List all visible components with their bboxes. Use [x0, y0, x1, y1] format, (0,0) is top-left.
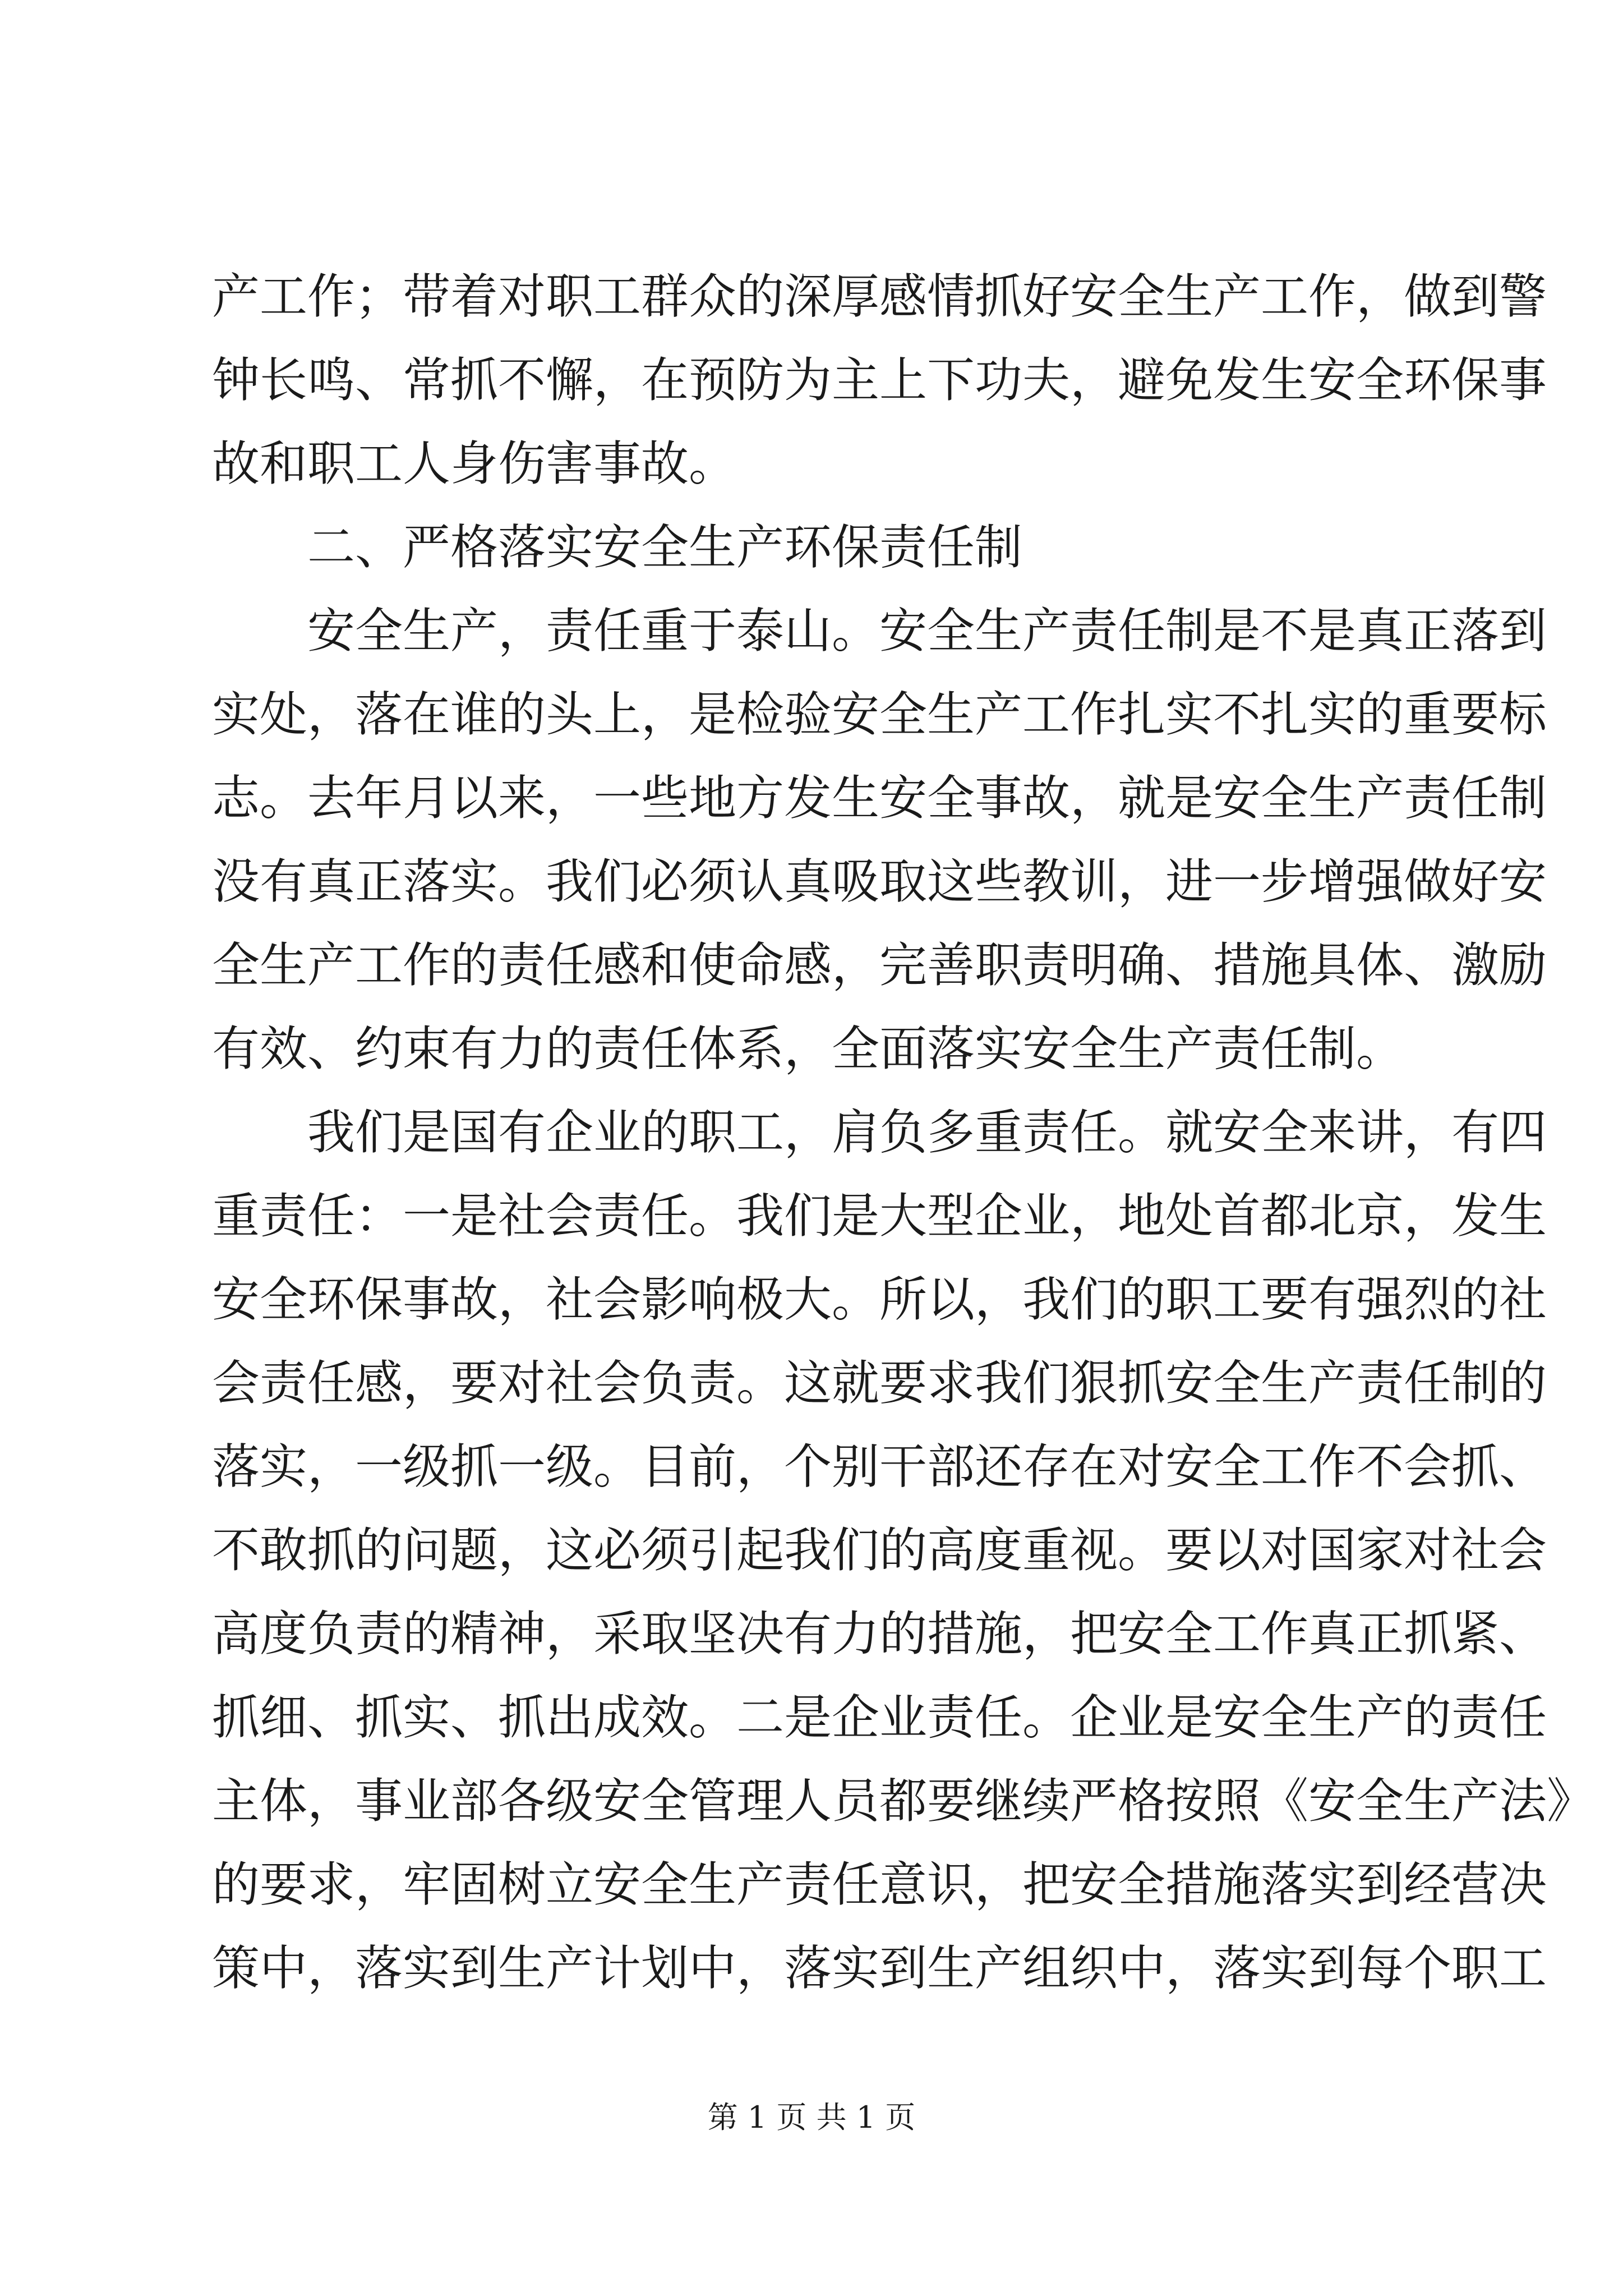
text-line: 重责任：一是社会责任。我们是大型企业，地处首都北京，发生: [212, 1189, 1547, 1244]
text-line: 不敢抓的问题，这必须引起我们的高度重视。要以对国家对社会: [212, 1523, 1547, 1579]
section-heading: 二、严格落实安全生产环保责任制: [307, 520, 1023, 576]
text-line: 有效、约束有力的责任体系，全面落实安全生产责任制。: [212, 1022, 1404, 1077]
page-footer: [0, 2098, 1623, 2137]
page-number-label: 第 1 页 共 1 页: [707, 2100, 916, 2135]
text-line: 没有真正落实。我们必须认真吸取这些教训，进一步增强做好安: [212, 854, 1547, 910]
text-line: 高度负责的精神，采取坚决有力的措施，把安全工作真正抓紧、: [212, 1607, 1547, 1662]
text-line: 实处，落在谁的头上，是检验安全生产工作扎实不扎实的重要标: [212, 687, 1547, 743]
text-line: 安全生产，责任重于泰山。安全生产责任制是不是真正落到: [307, 604, 1547, 659]
text-line: 志。去年月以来，一些地方发生安全事故，就是安全生产责任制: [212, 771, 1547, 826]
text-line: 钟长鸣、常抓不懈，在预防为主上下功夫，避免发生安全环保事: [212, 353, 1547, 408]
text-line: 策中，落实到生产计划中，落实到生产组织中，落实到每个职工: [212, 1941, 1547, 1996]
text-line: 主体，事业部各级安全管理人员都要继续严格按照《安全生产法》: [212, 1774, 1595, 1829]
text-line: 安全环保事故，社会影响极大。所以，我们的职工要有强烈的社: [212, 1272, 1547, 1328]
text-line: 全生产工作的责任感和使命感，完善职责明确、措施具体、激励: [212, 938, 1547, 993]
text-line: 故和职工人身伤害事故。: [212, 436, 737, 492]
text-line: 我们是国有企业的职工，肩负多重责任。就安全来讲，有四: [307, 1105, 1547, 1161]
text-line: 会责任感，要对社会负责。这就要求我们狠抓安全生产责任制的: [212, 1356, 1547, 1411]
body-text: [212, 255, 1595, 2010]
text-line: 落实，一级抓一级。目前，个别干部还存在对安全工作不会抓、: [212, 1439, 1547, 1495]
text-line: 抓细、抓实、抓出成效。二是企业责任。企业是安全生产的责任: [212, 1690, 1547, 1746]
text-line: 的要求，牢固树立安全生产责任意识，把安全措施落实到经营决: [212, 1857, 1547, 1913]
text-line: 产工作；带着对职工群众的深厚感情抓好安全生产工作，做到警: [212, 269, 1547, 325]
